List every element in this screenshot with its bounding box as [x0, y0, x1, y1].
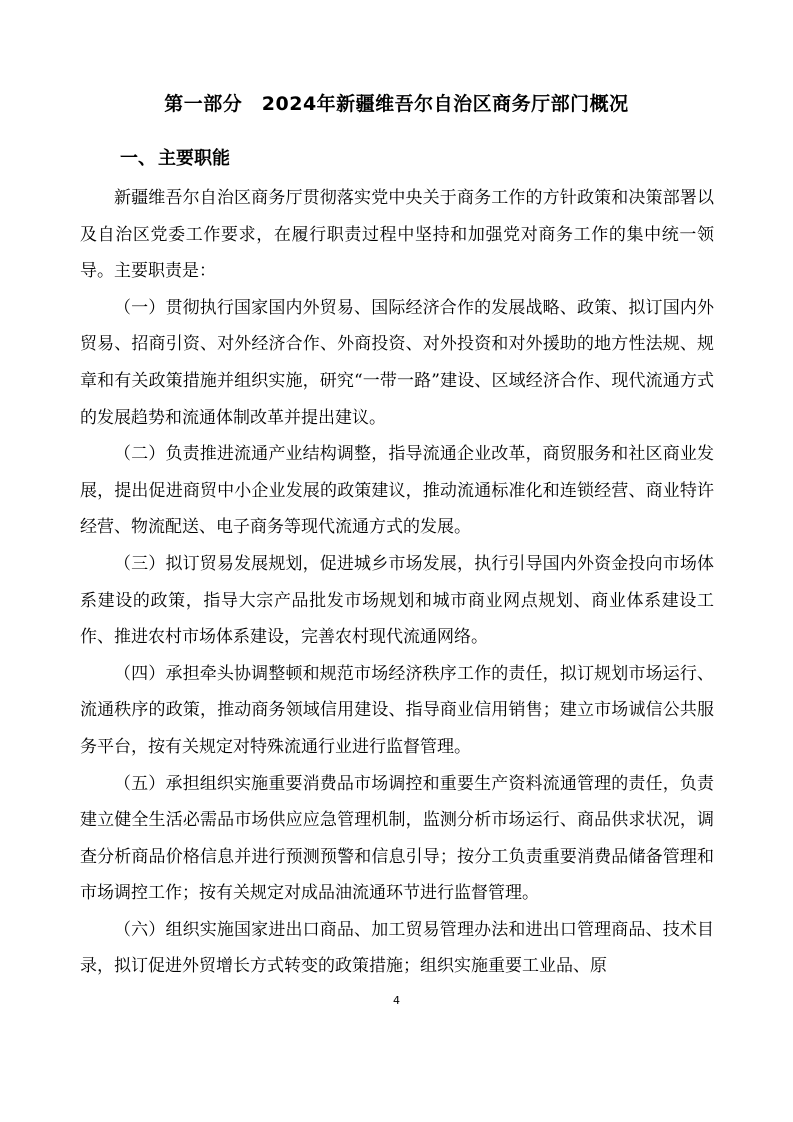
duty-paragraph-2: （二）负责推进流通产业结构调整，指导流通企业改革，商贸服务和社区商业发展，提出促进商贸中小企业发展的政策建议，推动流通标准化和连锁经营、商业特许经营、物流配送、电子商务等现代流通方式的发展。 [80, 444, 714, 538]
duty-paragraph-1: （一）贯彻执行国家国内外贸易、国际经济合作的发展战略、政策、拟订国内外贸易、招商引资、对外经济合作、外商投资、对外投资和对外援助的地方性法规、规章和有关政策措施并组织实施，研究“一带一路”建设、区域经济合作、现代流通方式的发展趋势和流通体制改革并提出建议。 [80, 297, 714, 428]
duty-paragraph-3: （三）拟订贸易发展规划，促进城乡市场发展，执行引导国内外资金投向市场体系建设的政策，指导大宗产品批发市场规划和城市商业网点规划、商业体系建设工作、推进农村市场体系建设，完善农村现代流通网络。 [80, 553, 714, 648]
page-title: 第一部分 2024年新疆维吾尔自治区商务厅部门概况 [164, 93, 629, 115]
body-text [80, 180, 714, 985]
duty-paragraph-5: （五）承担组织实施重要消费品市场调控和重要生产资料流通管理的责任，负责建立健全生活必需品市场供应应急管理机制，监测分析市场运行、商品供求状况，调查分析商品价格信息并进行预测预警和信息引导；按分工负责重要消费品储备管理和市场调控工作；按有关规定对成品油流通环节进行监督管理。 [80, 773, 714, 904]
intro-paragraph: 新疆维吾尔自治区商务厅贯彻落实党中央关于商务工作的方针政策和决策部署以及自治区党委工作要求，在履行职责过程中坚持和加强党对商务工作的集中统一领导。主要职责是： [80, 188, 714, 282]
page-number: 4 [393, 994, 400, 1007]
duty-paragraph-6: （六）组织实施国家进出口商品、加工贸易管理办法和进出口管理商品、技术目录，拟订促进外贸增长方式转变的政策措施；组织实施重要工业品、原 [80, 919, 714, 977]
section-heading-text: 主要职能 [158, 148, 230, 169]
section-heading [120, 145, 230, 173]
duty-paragraph-4: （四）承担牵头协调整顿和规范市场经济秩序工作的责任，拟订规划市场运行、流通秩序的政策，推动商务领域信用建设、指导商业信用销售；建立市场诚信公共服务平台，按有关规定对特殊流通行业进行监督管理。 [80, 663, 714, 757]
section-number: 一、 [120, 148, 156, 169]
